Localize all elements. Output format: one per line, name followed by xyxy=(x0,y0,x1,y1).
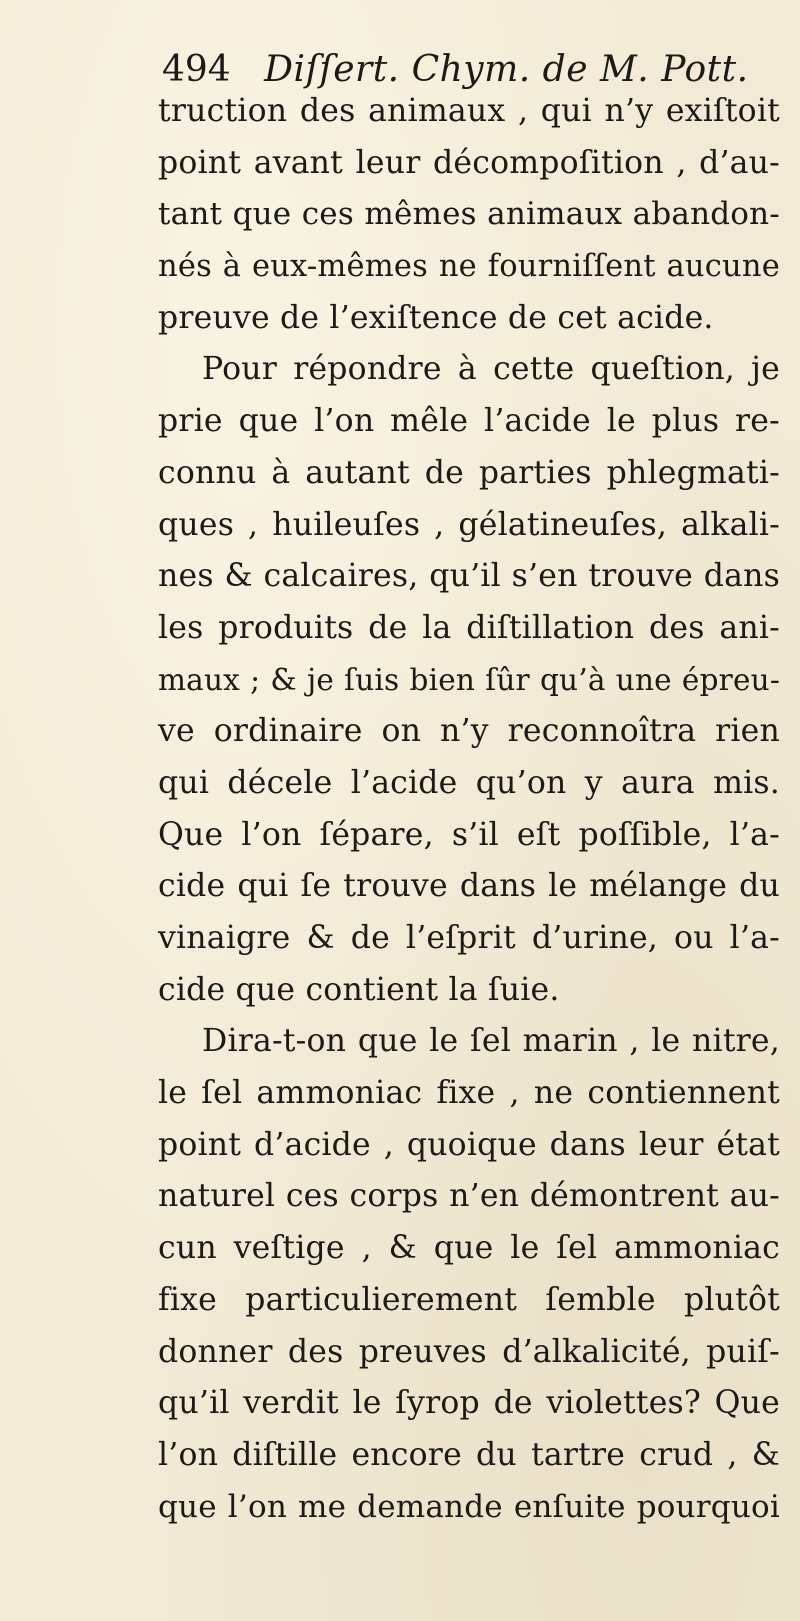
text-line: ve ordinaire on n’y reconnoîtra rien xyxy=(158,713,780,750)
text-line: cide que contient la ſuie. xyxy=(158,971,560,1008)
text-line: maux ; & je ſuis bien ſûr qu’à une épreu- xyxy=(158,662,780,697)
text-line: point avant leur décompoſition , d’au- xyxy=(158,144,780,181)
text-line: Pour répondre à cette queſtion, je xyxy=(202,351,780,388)
text-line: tant que ces mêmes animaux abandon- xyxy=(158,196,780,233)
text-line: qu’il verdit le ſyrop de violettes? Que xyxy=(158,1385,780,1422)
text-line: donner des preuves d’alkalicité, puiſ- xyxy=(158,1333,780,1370)
text-line: nés à eux-mêmes ne fourniſſent aucune xyxy=(158,249,780,285)
text-line: les produits de la diſtillation des ani- xyxy=(158,609,780,646)
text-line: ques , huileuſes , gélatineuſes, alkali- xyxy=(158,506,780,543)
text-line: l’on diſtille encore du tartre crud , & xyxy=(158,1436,780,1473)
text-line: naturel ces corps n’en démontrent au- xyxy=(158,1178,780,1215)
body-text xyxy=(158,86,780,1533)
text-line: vinaigre & de l’eſprit d’urine, ou l’a- xyxy=(158,920,780,956)
text-line: Que l’on ſépare, s’il eſt poſſible, l’a- xyxy=(158,816,780,853)
text-line: fixe particulierement ſemble plutôt xyxy=(158,1281,780,1318)
text-line: truction des animaux , qui n’y exiſtoit xyxy=(158,93,780,129)
text-line: cun veſtige , & que le ſel ammoniac xyxy=(158,1230,780,1267)
text-line: le ſel ammoniac fixe , ne contiennent xyxy=(158,1075,780,1112)
text-line: prie que l’on mêle l’acide le plus re- xyxy=(158,403,780,440)
text-line: cide qui ſe trouve dans le mélange du xyxy=(158,868,780,905)
text-line: que l’on me demande enſuite pourquoi xyxy=(158,1488,780,1525)
running-title: Diſſert. Chym. de M. Pott. xyxy=(264,49,749,90)
text-line: nes & calcaires, qu’il s’en trouve dans xyxy=(158,558,780,595)
text-line: connu à autant de parties phlegmati- xyxy=(158,454,780,491)
text-line: Dira-t-on que le ſel marin , le nitre, xyxy=(202,1023,780,1060)
text-line: qui décele l’acide qu’on y aura mis. xyxy=(158,764,780,801)
page-number: 494 xyxy=(162,49,231,90)
text-line: point d’acide , quoique dans leur état xyxy=(158,1126,780,1163)
text-line: preuve de l’exiſtence de cet acide. xyxy=(158,299,714,336)
